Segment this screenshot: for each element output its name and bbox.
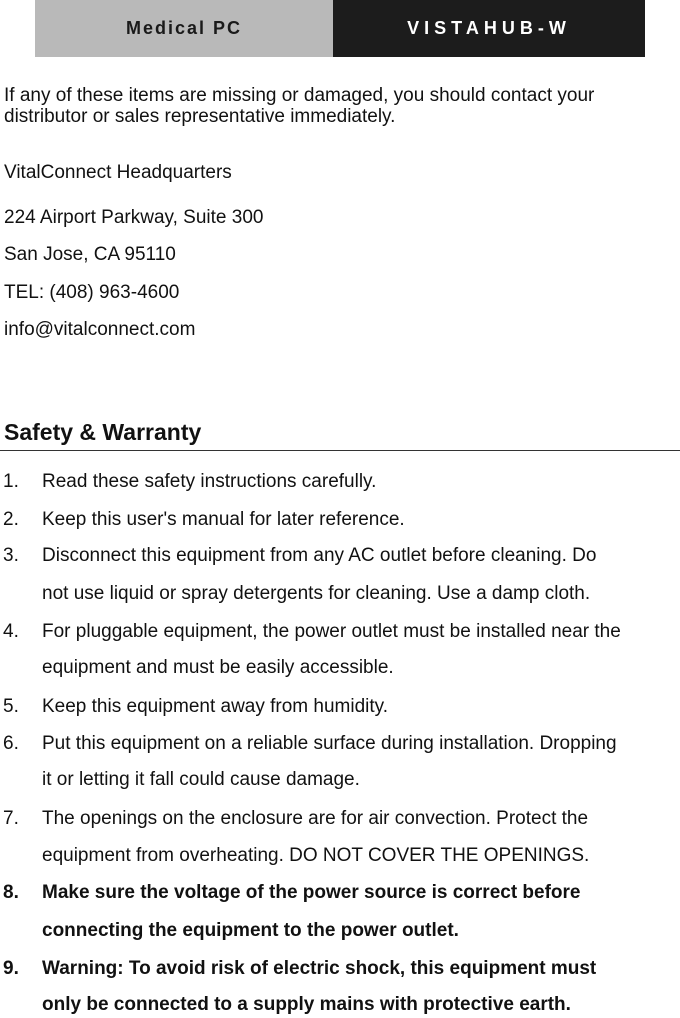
safety-item-8-line-2: connecting the equipment to the power outlet. (42, 920, 459, 941)
safety-item-6-line-2: it or letting it fall could cause damage. (42, 769, 360, 790)
contact-phone: TEL: (408) 963-4600 (4, 282, 180, 303)
safety-item-6-line-1: Put this equipment on a reliable surface during installation. Dropping (42, 733, 617, 754)
safety-item-7-line-1: The openings on the enclosure are for air convection. Protect the (42, 808, 589, 829)
safety-item-1-number: 1. (3, 471, 19, 492)
safety-item-9-line-2: only be connected to a supply mains with protective earth. (42, 994, 571, 1015)
safety-item-9-number: 9. (3, 958, 19, 979)
safety-item-3-line-2: not use liquid or spray detergents for cleaning. Use a damp cloth. (42, 583, 591, 604)
safety-item-2-number: 2. (3, 509, 19, 530)
section-divider (0, 450, 680, 451)
contact-company: VitalConnect Headquarters (4, 162, 232, 183)
intro-line-1: If any of these items are missing or damaged, you should contact your (4, 85, 595, 106)
safety-item-4-line-1: For pluggable equipment, the power outlet must be installed near the (42, 621, 621, 642)
contact-email: info@vitalconnect.com (4, 319, 196, 340)
safety-item-7-line-2: equipment from overheating. DO NOT COVER THE OPENINGS. (42, 845, 590, 866)
safety-item-3-number: 3. (3, 545, 19, 566)
safety-item-8-line-1: Make sure the voltage of the power source is correct before (42, 882, 581, 903)
safety-item-8-number: 8. (3, 882, 19, 903)
safety-item-4-line-2: equipment and must be easily accessible. (42, 657, 394, 678)
safety-item-4-number: 4. (3, 621, 19, 642)
safety-item-2-line-1: Keep this user's manual for later reference. (42, 509, 405, 530)
page-header (35, 0, 645, 57)
safety-item-5-line-1: Keep this equipment away from humidity. (42, 696, 389, 717)
safety-item-3-line-1: Disconnect this equipment from any AC outlet before cleaning. Do (42, 545, 597, 566)
safety-item-1-line-1: Read these safety instructions carefully. (42, 471, 377, 492)
contact-address-line-2: San Jose, CA 95110 (4, 244, 176, 265)
safety-item-9-line-1: Warning: To avoid risk of electric shock, this equipment must (42, 958, 597, 979)
safety-item-5-number: 5. (3, 696, 19, 717)
safety-item-7-number: 7. (3, 808, 19, 829)
intro-line-2: distributor or sales representative immediately. (4, 106, 396, 127)
section-title: Safety & Warranty (4, 419, 202, 445)
header-category-label: Medical PC (35, 0, 333, 57)
safety-item-6-number: 6. (3, 733, 19, 754)
contact-address-line-1: 224 Airport Parkway, Suite 300 (4, 207, 264, 228)
header-model-label: VISTAHUB-W (333, 0, 645, 57)
